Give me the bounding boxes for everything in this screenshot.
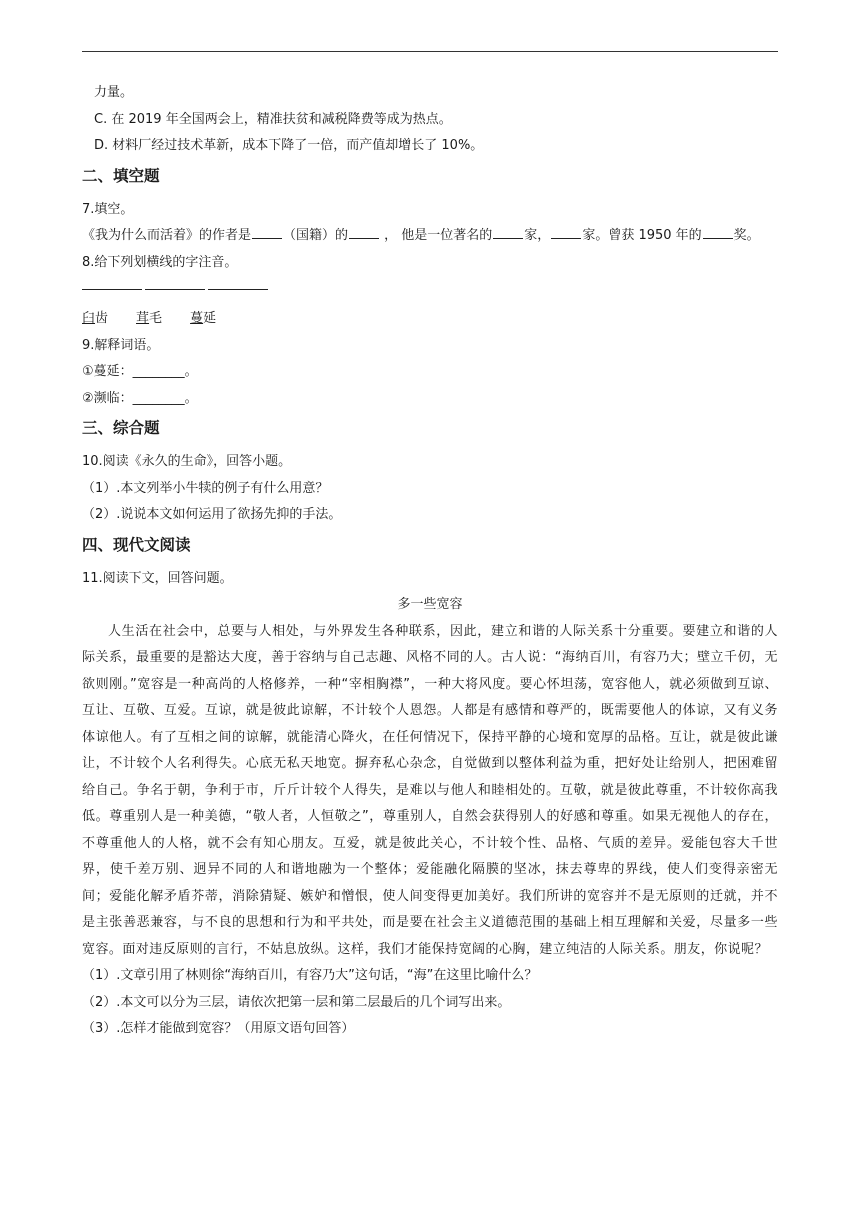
q8-word: 茸毛 bbox=[136, 311, 163, 326]
answer-blank[interactable] bbox=[82, 289, 142, 290]
answer-blank[interactable] bbox=[703, 224, 733, 239]
answer-blank[interactable] bbox=[493, 224, 523, 239]
q11-label: 11.阅读下文，回答问题。 bbox=[82, 570, 233, 586]
header-rule bbox=[82, 51, 778, 52]
q7-part: ， 他是一位著名的 bbox=[380, 228, 493, 243]
q7-part: 家， bbox=[524, 228, 551, 243]
answer-blank[interactable] bbox=[551, 224, 581, 239]
q7-part: （国籍）的 bbox=[283, 228, 349, 243]
answer-blank[interactable] bbox=[252, 224, 282, 239]
q7-text bbox=[82, 223, 782, 250]
section-heading-reading: 四、现代文阅读 bbox=[82, 535, 191, 554]
option-c: C. 在 2019 年全国两会上，精准扶贫和减税降费等成为热点。 bbox=[94, 111, 452, 127]
q8-label: 8.给下列划横线的字注音。 bbox=[82, 254, 238, 270]
q9-item: ②濒临：________。 bbox=[82, 390, 198, 406]
section-heading-comprehensive: 三、综合题 bbox=[82, 419, 160, 437]
exam-page bbox=[82, 80, 782, 1043]
q10-label: 10.阅读《永久的生命》，回答小题。 bbox=[82, 454, 292, 469]
answer-blank[interactable] bbox=[208, 289, 268, 290]
q9-label: 9.解释词语。 bbox=[82, 337, 160, 353]
q11-item: （2）.本文可以分为三层，请依次把第一层和第二层最后的几个词写出来。 bbox=[82, 994, 511, 1010]
q8-chars bbox=[82, 306, 782, 333]
answer-blank[interactable] bbox=[145, 289, 205, 290]
option-d: D. 材料厂经过技术革新，成本下降了一倍，而产值却增长了 10%。 bbox=[94, 138, 484, 153]
q11-item: （1）.文章引用了林则徐“海纳百川，有容乃大”这句话，“海”在这里比喻什么？ bbox=[82, 968, 538, 983]
q7-part: 奖。 bbox=[733, 228, 760, 243]
q9-item: ①蔓延：________。 bbox=[82, 364, 198, 379]
q8-answer-blanks bbox=[82, 276, 782, 302]
q7-part: 《我为什么而活着》的作者是 bbox=[82, 228, 252, 243]
q8-word: 臼齿 bbox=[82, 311, 109, 326]
continuation-line: 力量。 bbox=[94, 85, 134, 100]
article-title: 多一些宽容 bbox=[397, 597, 463, 612]
q10-item: （1）.本文列举小牛犊的例子有什么用意？ bbox=[82, 480, 329, 496]
q10-item: （2）.说说本文如何运用了欲扬先抑的手法。 bbox=[82, 507, 342, 522]
section-heading-fill-blank: 二、填空题 bbox=[82, 166, 160, 185]
q7-part: 家。曾获 1950 年的 bbox=[582, 228, 702, 243]
answer-blank[interactable] bbox=[349, 224, 379, 239]
q11-item: （3）.怎样才能做到宽容？（用原文语句回答） bbox=[82, 1021, 355, 1036]
q8-word: 蔓延 bbox=[190, 311, 217, 326]
q7-label: 7.填空。 bbox=[82, 201, 134, 217]
article-body: 人生活在社会中，总要与人相处，与外界发生各种联系，因此，建立和谐的人际关系十分重要。要建立和谐的人际关系，最重要的是豁达大度，善于容纳与自己志趣、风格不同的人。古人说：“海纳百川，有容乃大；壁立千仞，无欲则刚。”宽容是一种高尚的人格修养，一种“宰相胸襟”，一种大将风度。要心怀坦荡，宽容他人，就必须做到互谅、互让、互敬、互爱。互谅，就是彼此谅解，不计较个人恩怨。人都是有感情和尊严的，既需要他人的体谅，又有义务体谅他人。有了互相之间的谅解，就能清心降火，在任何情况下，保持平静的心境和宽厚的品格。互让，就是彼此谦让，不计较个人名利得失。心底无私天地宽。摒弃私心杂念，自觉做到以整体利益为重，把好处让给别人，把困难留给自己。争名于朝，争利于市，斤斤计较个人得失，是难以与他人和睦相处的。互敬，就是彼此尊重，不计较你高我低。尊重别人是一种美德，“敬人者，人恒敬之”，尊重别人，自然会获得别人的好感和尊重。如果无视他人的存在，不尊重他人的人格，就不会有知心朋友。互爱，就是彼此关心，不计较个性、品格、气质的差异。爱能包容大千世界，使千差万别、迥异不同的人和谐地融为一个整体；爱能融化隔膜的坚冰，抹去尊卑的界线，使人们变得亲密无间；爱能化解矛盾芥蒂，消除猜疑、嫉妒和憎恨，使人间变得更加美好。我们所讲的宽容并不是无原则的迁就，并不是主张善恶兼容，与不良的思想和行为和平共处，而是要在社会主义道德范围的基础上相互理解和关爱，尽量多一些宽容。面对违反原则的言行，不姑息放纵。这样，我们才能保持宽阔的心胸，建立纯洁的人际关系。朋友，你说呢？ bbox=[82, 623, 778, 957]
